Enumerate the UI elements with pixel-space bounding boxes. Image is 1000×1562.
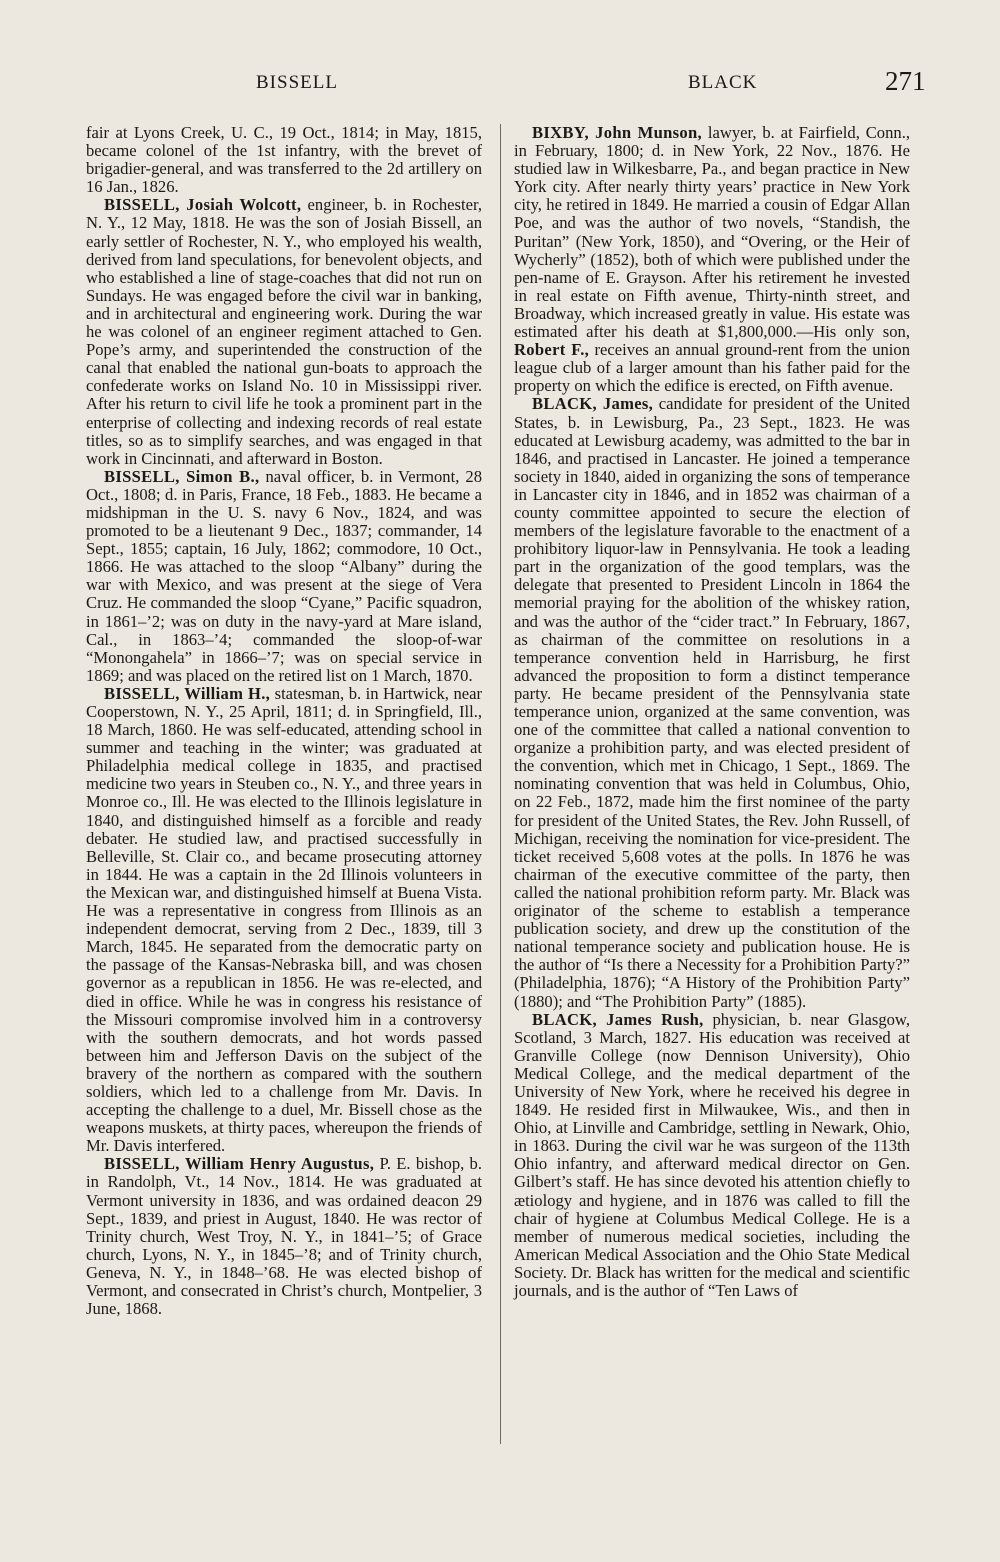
entry-bissell-josiah-wolcott [86,196,482,467]
right-column [514,124,910,1300]
entry-text-continued: receives an annual ground-rent from the union league club of a larger amount than his father paid for the property on which the edifice is erected, on Fifth avenue. [514,340,910,396]
left-column [86,124,482,1318]
entry-bissell-william-h [86,685,482,1155]
entry-headword: BISSELL, William Henry Augustus, [104,1154,375,1174]
page-number: 271 [885,66,926,96]
entry-headword: BLACK, James, [532,394,654,414]
entry-text: physician, b. near Glasgow, Scotland, 3 March, 1827. His education was received at Granville College (now Dennison University), Ohio Medical College, and the medical department of the University of New York, where he received his degree in 1849. He resided first in Milwaukee, Wis., and then in Ohio, at Linville and Cambridge, settling in Newark, Ohio, in 1863. During the civil war he was surgeon of the 113th Ohio infantry, and afterward medical director on Gen. Gilbert’s staff. He has since devoted his attention chiefly to ætiology and hygiene, and in 1876 was called to fill the chair of hygiene at Columbus Medical College. He is a member of numerous medical societies, including the American Medical Association and the Ohio State Medical Society. Dr. Black has written for the medical and scientific journals, and is the author of “Ten Laws of [514,1009,910,1300]
entry-subject-name: Robert F., [514,340,590,360]
entry-headword: BISSELL, William H., [104,683,271,703]
entry-text: P. E. bishop, b. in Randolph, Vt., 14 Nov., 1814. He was graduated at Vermont university in 1836, and was ordained deacon 29 Sept., 1839, and priest in August, 1840. He was rector of Trinity church, West Troy, N. Y., in 1841–’5; of Grace church, Lyons, N. Y., in 1845–’8; and of Trinity church, Geneva, N. Y., in 1848–’68. He was elected bishop of Vermont, and consecrated in Christ’s church, Montpelier, 3 June, 1868. [86,1154,482,1319]
entry-black-james-rush [514,1011,910,1301]
running-head-center: BLACK [688,72,758,93]
entry-bixby-john-munson [514,124,910,395]
entry-headword: BLACK, James Rush, [532,1009,704,1029]
entry-black-james [514,395,910,1010]
continued-entry-text: fair at Lyons Creek, U. C., 19 Oct., 1814; in May, 1815, became colonel of the 1st infantry, with the brevet of brigadier-general, and was transferred to the 2d artillery on 16 Jan., 1826. [86,123,482,197]
entry-text: lawyer, b. at Fairfield, Conn., in February, 1800; d. in New York, 22 Nov., 1876. He studied law in Wilkesbarre, Pa., and began practice in New York city. After nearly thirty years’ practice in New York city, he retired in 1849. He married a cousin of Edgar Allan Poe, and was the author of two novels, “Standish, the Puritan” (New York, 1850), and “Overing, or the Heir of Wycherly” (1852), both of which were published under the pen-name of E. Grayson. After his retirement he invested in real estate on Fifth avenue, Thirty-ninth street, and Broadway, which increased greatly in value. His estate was estimated after his death at $1,800,000.—His only son, [514,123,910,342]
entry-headword: BIXBY, John Munson, [532,123,702,142]
running-head-left: BISSELL [256,72,338,93]
entry-text: candidate for president of the United States, b. in Lewisburg, Pa., 23 Sept., 1823. He was educated at Lewisburg academy, was admitted to the bar in 1846, and practised in Lancaster. He joined a temperance society in 1840, aided in organizing the sons of temperance in Lancaster city in 1846, and in 1852 was chairman of a county committee appointed to secure the election of members of the legislature favorable to the enactment of a prohibitory liquor-law in Pennsylvania. He took a leading part in the organization of the good templars, was the delegate that presented to President Lincoln in 1864 the memorial praying for the abolition of the whiskey ration, and was the author of the “cider tract.” In February, 1867, as chairman of the committee on resolutions in a temperance convention held in Harrisburg, he first advanced the proposition to form a distinct temperance party. He became president of the Pennsylvania state temperance union, organized at the same convention, was one of the committee that called a national convention to organize a prohibition party, and was elected president of the convention, which met in Chicago, 1 Sept., 1869. The nominating convention that was held in Columbus, Ohio, on 22 Feb., 1872, made him the first nominee of the party for president of the United States, the Rev. John Russell, of Michigan, receiving the nomination for vice-president. The ticket received 5,608 votes at the polls. In 1876 he was chairman of the executive committee of the party, then called the national prohibition reform party. Mr. Black was originator of the scheme to establish a temperance publication society, and drew up the constitution of the national temperance society and publication house. He is the author of “Is there a Necessity for a Prohibition Party?” (Philadelphia, 1876); “A History of the Prohibition Party” (1880); and “The Prohibition Party” (1885). [514,394,910,1011]
entry-bissell-william-henry-augustus [86,1155,482,1318]
entry-headword: BISSELL, Simon B., [104,466,260,486]
entry-text: statesman, b. in Hartwick, near Cooperstown, N. Y., 25 April, 1811; d. in Springfield, Ill., 18 March, 1860. He was self-educated, attending school in summer and teaching in the winter; was graduated at Philadelphia medical college in 1835, and practised medicine two years in Steuben co., N. Y., and three years in Monroe co., Ill. He was elected to the Illinois legislature in 1840, and distinguished himself as a forcible and ready debater. He studied law, and practised successfully in Belleville, St. Clair co., and became prosecuting attorney in 1844. He was a captain in the 2d Illinois volunteers in the Mexican war, and distinguished himself at Buena Vista. He was a representative in congress from Illinois as an independent democrat, serving from 2 Dec., 1839, till 3 March, 1845. He separated from the democratic party on the passage of the Kansas-Nebraska bill, and was chosen governor as a republican in 1856. He was re-elected, and died in office. While he was in congress his resistance of the Missouri compromise involved him in a controversy with the southern democrats, and hot words passed between him and Jefferson Davis on the subject of the bravery of the northern as compared with the southern soldiers, which led to a challenge from Mr. Davis. In accepting the challenge to a duel, Mr. Bissell chose as the weapons muskets, at thirty paces, whereupon the friends of Mr. Davis interfered. [86,683,483,1156]
column-divider [500,124,501,1444]
entry-text: engineer, b. in Rochester, N. Y., 12 May, 1818. He was the son of Josiah Bissell, an early settler of Rochester, N. Y., who employed his wealth, derived from land speculations, for benevolent objects, and who established a line of stage-coaches that did not run on Sundays. He was engaged before the civil war in banking, and in architectural and engineering work. During the war he was colonel of an engineer regiment attached to Gen. Pope’s army, and superintended the construction of the canal that enabled the national gun-boats to approach the confederate works on Island No. 10 in Mississippi river. After his return to civil life he took a prominent part in the enterprise of collecting and indexing records of real estate titles, so as to simplify searches, and was engaged in that work in Cincinnati, and afterward in Boston. [86,195,482,468]
entry-bissell-simon-b [86,468,482,685]
entry-text: naval officer, b. in Vermont, 28 Oct., 1808; d. in Paris, France, 18 Feb., 1883. He became a midshipman in the U. S. navy 6 Nov., 1824, and was promoted to be a lieutenant 9 Dec., 1837; commander, 14 Sept., 1855; captain, 16 July, 1862; commodore, 10 Oct., 1866. He was attached to the sloop “Albany” during the war with Mexico, and was present at the siege of Vera Cruz. He commanded the sloop “Cyane,” Pacific squadron, in 1861–’2; was on duty in the navy-yard at Mare island, Cal., in 1863–’4; commanded the sloop-of-war “Monongahela” in 1866–’7; was on special service in 1869; and was placed on the retired list on 1 March, 1870. [86,466,482,685]
entry-headword: BISSELL, Josiah Wolcott, [104,195,302,215]
